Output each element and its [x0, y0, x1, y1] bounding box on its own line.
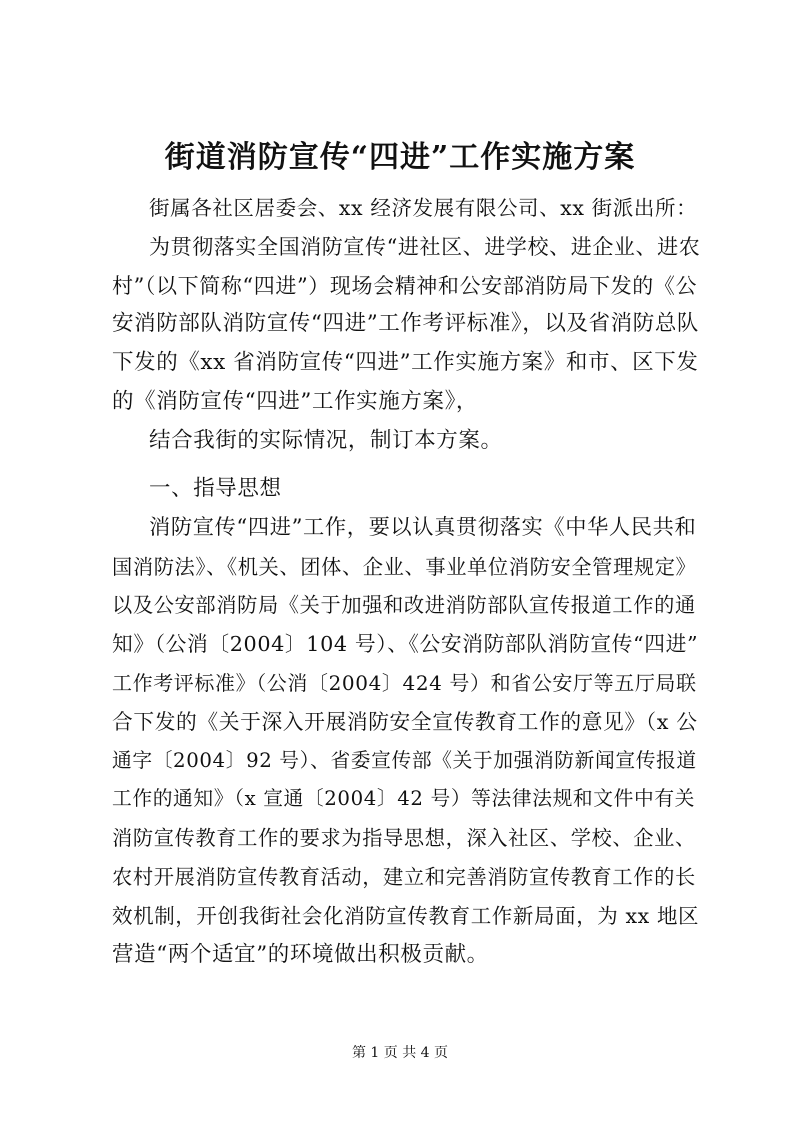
paragraph-line: 国消防法》、《机关、团体、企业、事业单位消防安全管理规定》 — [112, 555, 697, 579]
paragraph-line: 营造“两个适宜”的环境做出积极贡献。 — [112, 942, 489, 967]
paragraph-line: 消防宣传教育工作的要求为指导思想，深入社区、学校、企业、 — [112, 826, 696, 850]
paragraph-line: 安消防部队消防宣传“四进”工作考评标准》，以及省消防总队 — [112, 311, 700, 336]
paragraph-line: 通字〔2004〕92 号）、省委宣传部《关于加强消防新闻宣传报道 — [112, 749, 697, 772]
paragraph-line: 农村开展消防宣传教育活动，建立和完善消防宣传教育工作的长 — [112, 865, 696, 889]
page-number-footer: 第 1 页 共 4 页 — [351, 1045, 449, 1061]
paragraph-line: 结合我街的实际情况，制订本方案。 — [149, 428, 503, 453]
paragraph-line: 下发的《xx 省消防宣传“四进”工作实施方案》和市、区下发 — [112, 350, 699, 375]
paragraph-line: 效机制，开创我街社会化消防宣传教育工作新局面，为 xx 地区 — [112, 904, 700, 928]
section-heading: 一、指导思想 — [149, 476, 282, 501]
document-title: 街道消防宣传“四进”工作实施方案 — [164, 140, 636, 175]
paragraph-line: 工作的通知》（x 宣通〔2004〕42 号）等法律法规和文件中有关 — [112, 787, 696, 810]
paragraph-line: 知》（公消〔2004〕104 号）、《公安消防部队消防宣传“四进” — [112, 632, 699, 656]
paragraph-line: 村”（以下简称“四进”）现场会精神和公安部消防局下发的《公 — [112, 274, 698, 298]
salutation-line: 街属各社区居委会、xx 经济发展有限公司、xx 街派出所： — [149, 196, 698, 220]
paragraph-line: 为贯彻落实全国消防宣传“进社区、进学校、进企业、进农 — [149, 235, 701, 259]
paragraph-line: 消防宣传“四进”工作，要以认真贯彻落实《中华人民共和 — [149, 515, 697, 540]
paragraph-line: 以及公安部消防局《关于加强和改进消防部队宣传报道工作的通 — [112, 593, 696, 617]
paragraph-line: 的《消防宣传“四进”工作实施方案》， — [112, 389, 479, 414]
paragraph-line: 合下发的《关于深入开展消防安全宣传教育工作的意见》（x 公 — [112, 710, 698, 734]
paragraph-line: 工作考评标准》（公消〔2004〕424 号）和省公安厅等五厅局联 — [112, 671, 697, 695]
